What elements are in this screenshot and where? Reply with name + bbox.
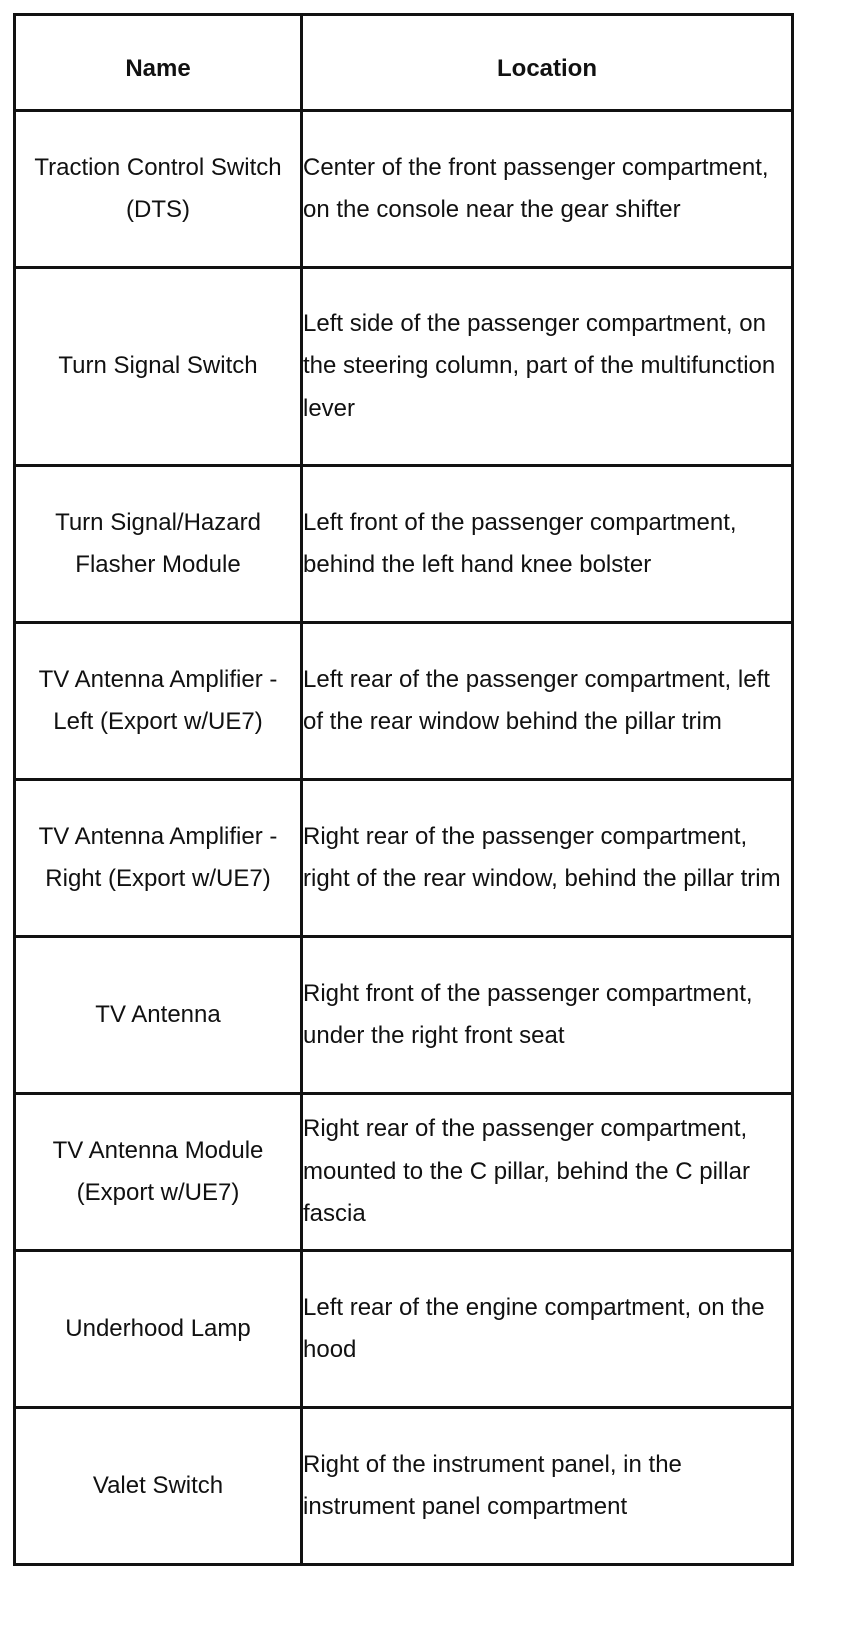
component-location-table xyxy=(13,13,794,1566)
table-row xyxy=(15,1094,793,1251)
column-header-location: Location xyxy=(302,15,793,111)
table-header-row xyxy=(15,15,793,111)
component-location: Right rear of the passenger compartment, mounted to the C pillar, behind the C pillar fascia xyxy=(302,1094,793,1251)
component-name: Turn Signal/Hazard Flasher Module xyxy=(15,466,302,623)
table-row xyxy=(15,111,793,268)
component-location: Center of the front passenger compartment, on the console near the gear shifter xyxy=(302,111,793,268)
table-row xyxy=(15,937,793,1094)
component-name: Underhood Lamp xyxy=(15,1251,302,1408)
component-name: TV Antenna Amplifier - Right (Export w/UE7) xyxy=(15,780,302,937)
component-name: Valet Switch xyxy=(15,1408,302,1565)
table-row xyxy=(15,1408,793,1565)
component-name: Traction Control Switch (DTS) xyxy=(15,111,302,268)
component-location: Right of the instrument panel, in the instrument panel compartment xyxy=(302,1408,793,1565)
table-row xyxy=(15,623,793,780)
component-location: Right rear of the passenger compartment, right of the rear window, behind the pillar trim xyxy=(302,780,793,937)
component-name: Turn Signal Switch xyxy=(15,268,302,466)
component-location: Left side of the passenger compartment, on the steering column, part of the multifunction lever xyxy=(302,268,793,466)
component-name: TV Antenna Module (Export w/UE7) xyxy=(15,1094,302,1251)
table-row xyxy=(15,466,793,623)
component-location: Left rear of the passenger compartment, left of the rear window behind the pillar trim xyxy=(302,623,793,780)
component-name: TV Antenna xyxy=(15,937,302,1094)
component-location: Left rear of the engine compartment, on the hood xyxy=(302,1251,793,1408)
table-row xyxy=(15,780,793,937)
table-row xyxy=(15,1251,793,1408)
component-location: Left front of the passenger compartment, behind the left hand knee bolster xyxy=(302,466,793,623)
table-row xyxy=(15,268,793,466)
component-name: TV Antenna Amplifier - Left (Export w/UE7) xyxy=(15,623,302,780)
component-location: Right front of the passenger compartment, under the right front seat xyxy=(302,937,793,1094)
column-header-name: Name xyxy=(15,15,302,111)
